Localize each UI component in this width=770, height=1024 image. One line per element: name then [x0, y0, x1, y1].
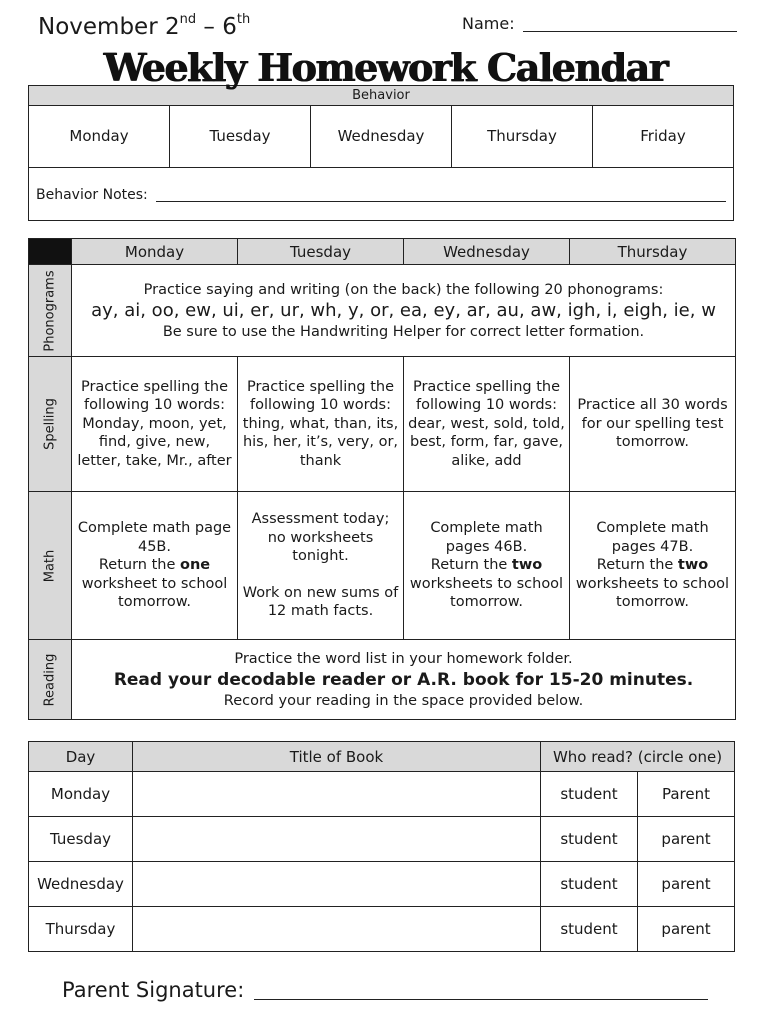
parent-signature-field[interactable] — [254, 999, 708, 1000]
column-header-tuesday: Tuesday — [238, 239, 404, 265]
behavior-day-monday[interactable]: Monday — [29, 105, 170, 167]
subject-spelling: Spelling — [29, 357, 72, 492]
column-header-monday: Monday — [72, 239, 238, 265]
math-thursday: Complete math pages 47B. Return the two worksheets to school tomorrow. — [570, 492, 736, 640]
table-row — [29, 772, 735, 817]
log-header-day: Day — [29, 742, 133, 772]
log-option-parent[interactable]: parent — [638, 907, 735, 952]
log-title-field[interactable] — [133, 817, 541, 862]
column-header-thursday: Thursday — [570, 239, 736, 265]
table-row — [29, 862, 735, 907]
log-option-student[interactable]: student — [541, 772, 638, 817]
parent-signature-label: Parent Signature: — [62, 978, 245, 1002]
behavior-day-thursday[interactable]: Thursday — [452, 105, 593, 167]
reading-cell — [72, 640, 736, 720]
log-option-student[interactable]: student — [541, 862, 638, 907]
log-option-parent[interactable]: Parent — [638, 772, 735, 817]
behavior-day-row — [29, 105, 733, 168]
spelling-thursday: Practice all 30 words for our spelling test tomorrow. — [570, 357, 736, 492]
behavior-day-wednesday[interactable]: Wednesday — [311, 105, 452, 167]
table-row — [29, 907, 735, 952]
spelling-monday: Practice spelling the following 10 words: Monday, moon, yet, find, give, new, letter, take, Mr., after — [72, 357, 238, 492]
subject-phonograms: Phonograms — [29, 265, 72, 357]
column-header-wednesday: Wednesday — [404, 239, 570, 265]
log-header-title: Title of Book — [133, 742, 541, 772]
phonograms-cell — [72, 265, 736, 357]
log-day: Wednesday — [29, 862, 133, 907]
behavior-notes-label: Behavior Notes: — [36, 187, 148, 203]
page-title: Weekly Homework Calendar — [103, 45, 667, 90]
reading-log-table — [28, 741, 735, 952]
table-corner — [29, 239, 72, 265]
name-field[interactable] — [523, 31, 737, 32]
log-day: Tuesday — [29, 817, 133, 862]
behavior-header: Behavior — [29, 86, 733, 106]
log-title-field[interactable] — [133, 862, 541, 907]
subject-reading: Reading — [29, 640, 72, 720]
table-row — [29, 817, 735, 862]
behavior-section — [28, 85, 734, 221]
reading-record-note: Record your reading in the space provided below. — [223, 692, 584, 709]
math-monday: Complete math page 45B. Return the one worksheet to school tomorrow. — [72, 492, 238, 640]
behavior-day-friday[interactable]: Friday — [640, 127, 686, 145]
behavior-notes-field[interactable] — [156, 201, 726, 202]
math-wednesday: Complete math pages 46B. Return the two worksheets to school tomorrow. — [404, 492, 570, 640]
phonograms-list: ay, ai, oo, ew, ui, er, ur, wh, y, or, ea, ey, ar, au, aw, igh, i, eigh, ie, w — [91, 299, 716, 321]
spelling-tuesday: Practice spelling the following 10 words: thing, what, than, its, his, her, it’s, very, or, thank — [238, 357, 404, 492]
log-title-field[interactable] — [133, 772, 541, 817]
log-option-parent[interactable]: parent — [638, 817, 735, 862]
log-option-student[interactable]: student — [541, 817, 638, 862]
log-option-parent[interactable]: parent — [638, 862, 735, 907]
spelling-wednesday: Practice spelling the following 10 words: dear, west, sold, told, best, form, far, gave, alike, add — [404, 357, 570, 492]
phonograms-instruction: Practice saying and writing (on the back) the following 20 phonograms: — [143, 281, 664, 298]
subject-math: Math — [29, 492, 72, 640]
name-label: Name: — [462, 14, 515, 33]
math-tuesday: Assessment today; no worksheets tonight. Work on new sums of 12 math facts. — [238, 492, 404, 640]
date-range: November 2nd – 6th — [38, 12, 251, 40]
reading-instruction: Practice the word list in your homework folder. — [234, 650, 573, 667]
homework-table — [28, 238, 736, 720]
behavior-day-tuesday[interactable]: Tuesday — [170, 105, 311, 167]
log-option-student[interactable]: student — [541, 907, 638, 952]
log-day: Monday — [29, 772, 133, 817]
log-header-who-read: Who read? (circle one) — [541, 742, 735, 772]
phonograms-note: Be sure to use the Handwriting Helper for correct letter formation. — [162, 323, 645, 340]
reading-main-task: Read your decodable reader or A.R. book for 15-20 minutes. — [113, 669, 694, 690]
log-day: Thursday — [29, 907, 133, 952]
log-title-field[interactable] — [133, 907, 541, 952]
